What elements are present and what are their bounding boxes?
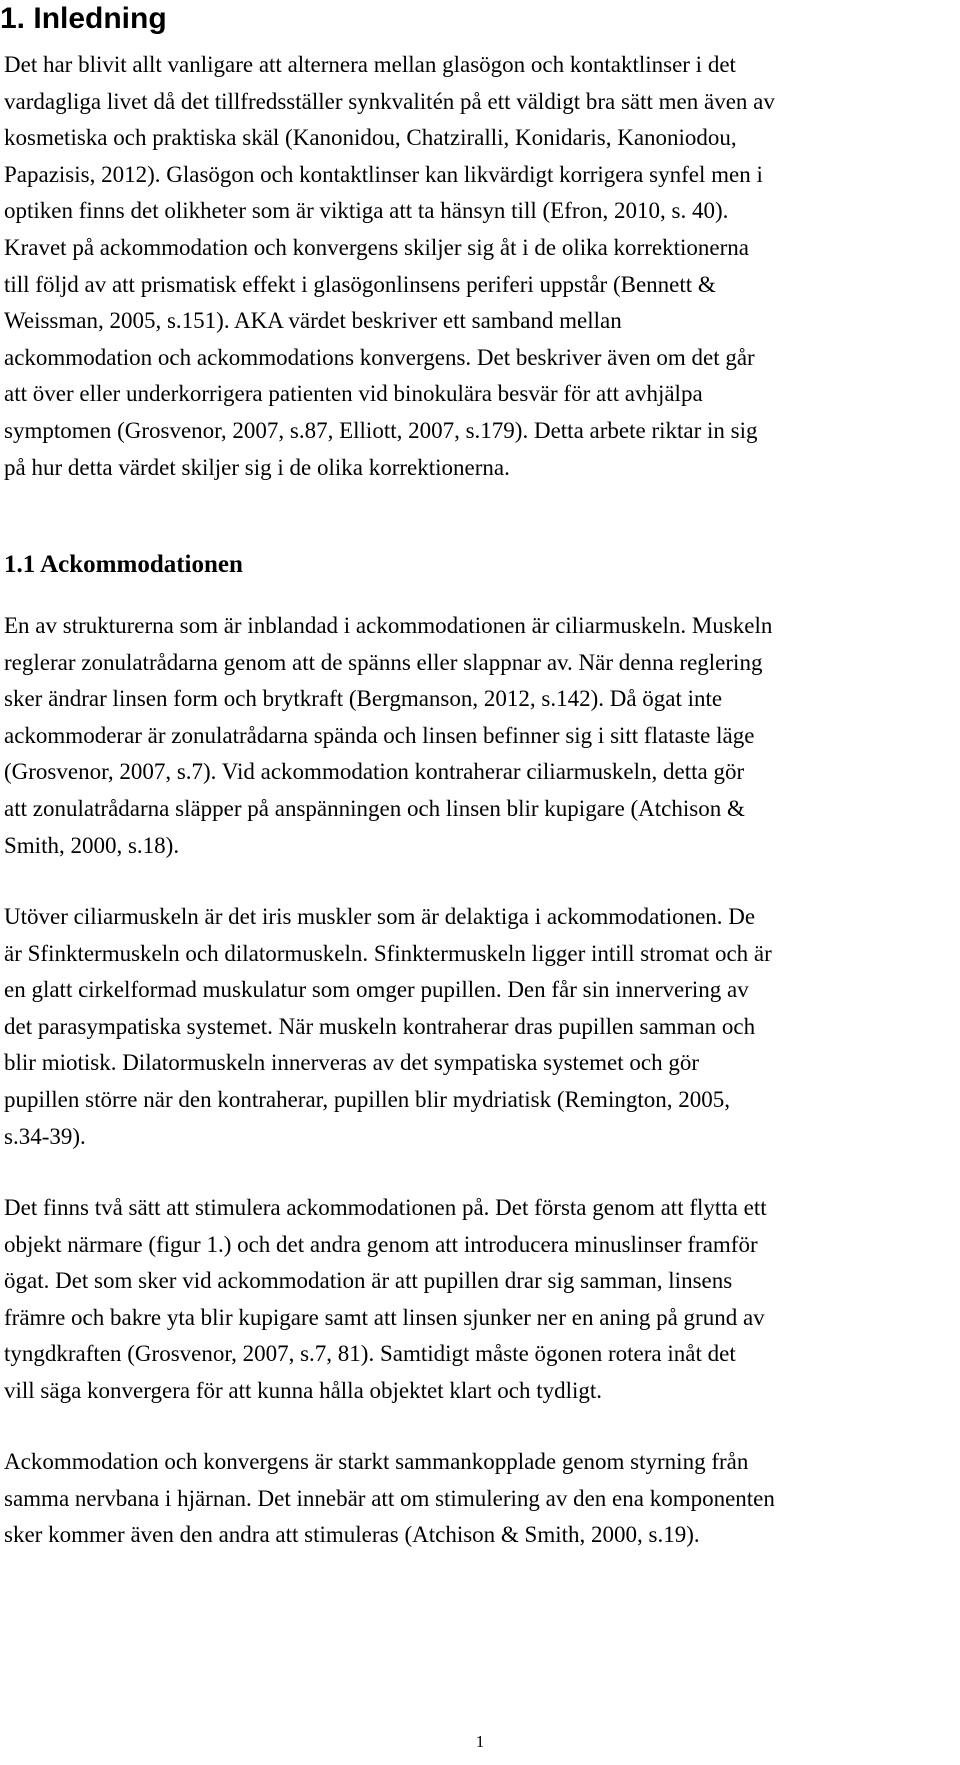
section-paragraph-2: [4, 899, 950, 1155]
text-line: till följd av att prismatisk effekt i glasögonlinsens periferi uppstår (Bennett &: [4, 271, 716, 297]
text-line: på hur detta värdet skiljer sig i de olika korrektionerna.: [4, 454, 510, 480]
text-line: ackommodation och ackommodations konvergens. Det beskriver även om det går: [4, 344, 755, 370]
text-line: ögat. Det som sker vid ackommodation är att pupillen drar sig samman, linsens: [4, 1268, 733, 1294]
text-line: Det finns två sätt att stimulera ackommodationen på. Det första genom att flytta ett: [4, 1195, 767, 1220]
section-paragraph-4-block: [4, 1444, 950, 1554]
text-line: Weissman, 2005, s.151). AKA värdet beskriver ett samband mellan: [4, 308, 622, 334]
text-line: Det har blivit allt vanligare att alternera mellan glasögon och kontaktlinser i det: [4, 52, 736, 77]
section-paragraph-3: [4, 1190, 950, 1410]
text-line: blir miotisk. Dilatormuskeln innerveras av det sympatiska systemet och gör: [4, 1050, 699, 1076]
chapter-heading: 1. Inledning: [0, 2, 167, 35]
text-line: att över eller underkorrigera patienten vid binokulära besvär för att avhjälpa: [4, 381, 703, 407]
text-line: Papazisis, 2012). Glasögon och kontaktlinser kan likvärdigt korrigera synfel men i: [4, 161, 763, 187]
text-line: reglerar zonulatrådarna genom att de spänns eller slappnar av. När denna reglering: [4, 649, 763, 675]
page-number: 1: [475, 1732, 485, 1751]
intro-paragraph: [4, 47, 950, 486]
text-line: s.34-39).: [4, 1123, 86, 1149]
text-line: vardagliga livet då det tillfredsställer synkvalitén på ett väldigt bra sätt men även av: [4, 88, 775, 114]
text-line: Smith, 2000, s.18).: [4, 832, 180, 858]
section-paragraph-1-block: [4, 608, 950, 864]
text-line: (Grosvenor, 2007, s.7). Vid ackommodation kontraherar ciliarmuskeln, detta gör: [4, 759, 745, 785]
section-paragraph-3-block: [4, 1190, 950, 1410]
section-paragraph-2-block: [4, 899, 950, 1155]
text-line: En av strukturerna som är inblandad i ackommodationen är ciliarmuskeln. Muskeln: [4, 613, 773, 638]
text-line: det parasympatiska systemet. När muskeln kontraherar dras pupillen samman och: [4, 1013, 756, 1039]
text-line: Utöver ciliarmuskeln är det iris muskler som är delaktiga i ackommodationen. De: [4, 904, 756, 929]
text-line: en glatt cirkelformad muskulatur som omger pupillen. Den får sin innervering av: [4, 977, 749, 1003]
text-line: kosmetiska och praktiska skäl (Kanonidou, Chatziralli, Konidaris, Kanoniodou,: [4, 125, 737, 151]
text-line: är Sfinktermuskeln och dilatormuskeln. Sfinktermuskeln ligger intill stromat och är: [4, 940, 772, 966]
section-paragraph-1: [4, 608, 950, 864]
text-line: vill säga konvergera för att kunna hålla objektet klart och tydligt.: [4, 1377, 603, 1403]
intro-paragraph-block: [4, 47, 950, 486]
text-line: Kravet på ackommodation och konvergens skiljer sig åt i de olika korrektionerna: [4, 234, 749, 260]
text-line: främre och bakre yta blir kupigare samt att linsen sjunker ner en aning på grund av: [4, 1304, 765, 1330]
text-line: ackommoderar är zonulatrådarna spända och linsen befinner sig i sitt flataste läge: [4, 722, 755, 748]
text-line: tyngdkraften (Grosvenor, 2007, s.7, 81). Samtidigt måste ögonen rotera inåt det: [4, 1341, 736, 1367]
text-line: objekt närmare (figur 1.) och det andra genom att introducera minuslinser framför: [4, 1231, 758, 1257]
text-line: Ackommodation och konvergens är starkt sammankopplade genom styrning från: [4, 1449, 749, 1474]
text-line: symptomen (Grosvenor, 2007, s.87, Elliott, 2007, s.179). Detta arbete riktar in sig: [4, 417, 758, 443]
text-line: samma nervbana i hjärnan. Det innebär att om stimulering av den ena komponenten: [4, 1485, 775, 1511]
text-line: sker ändrar linsen form och brytkraft (Bergmanson, 2012, s.142). Då ögat inte: [4, 686, 723, 712]
text-line: optiken finns det olikheter som är viktiga att ta hänsyn till (Efron, 2010, s. 40).: [4, 198, 729, 224]
section-paragraph-4: [4, 1444, 950, 1554]
section-heading: 1.1 Ackommodationen: [4, 551, 243, 578]
text-line: sker kommer även den andra att stimuleras (Atchison & Smith, 2000, s.19).: [4, 1522, 700, 1548]
text-line: pupillen större när den kontraherar, pupillen blir mydriatisk (Remington, 2005,: [4, 1086, 730, 1112]
text-line: att zonulatrådarna släpper på anspänningen och linsen blir kupigare (Atchison &: [4, 795, 745, 821]
